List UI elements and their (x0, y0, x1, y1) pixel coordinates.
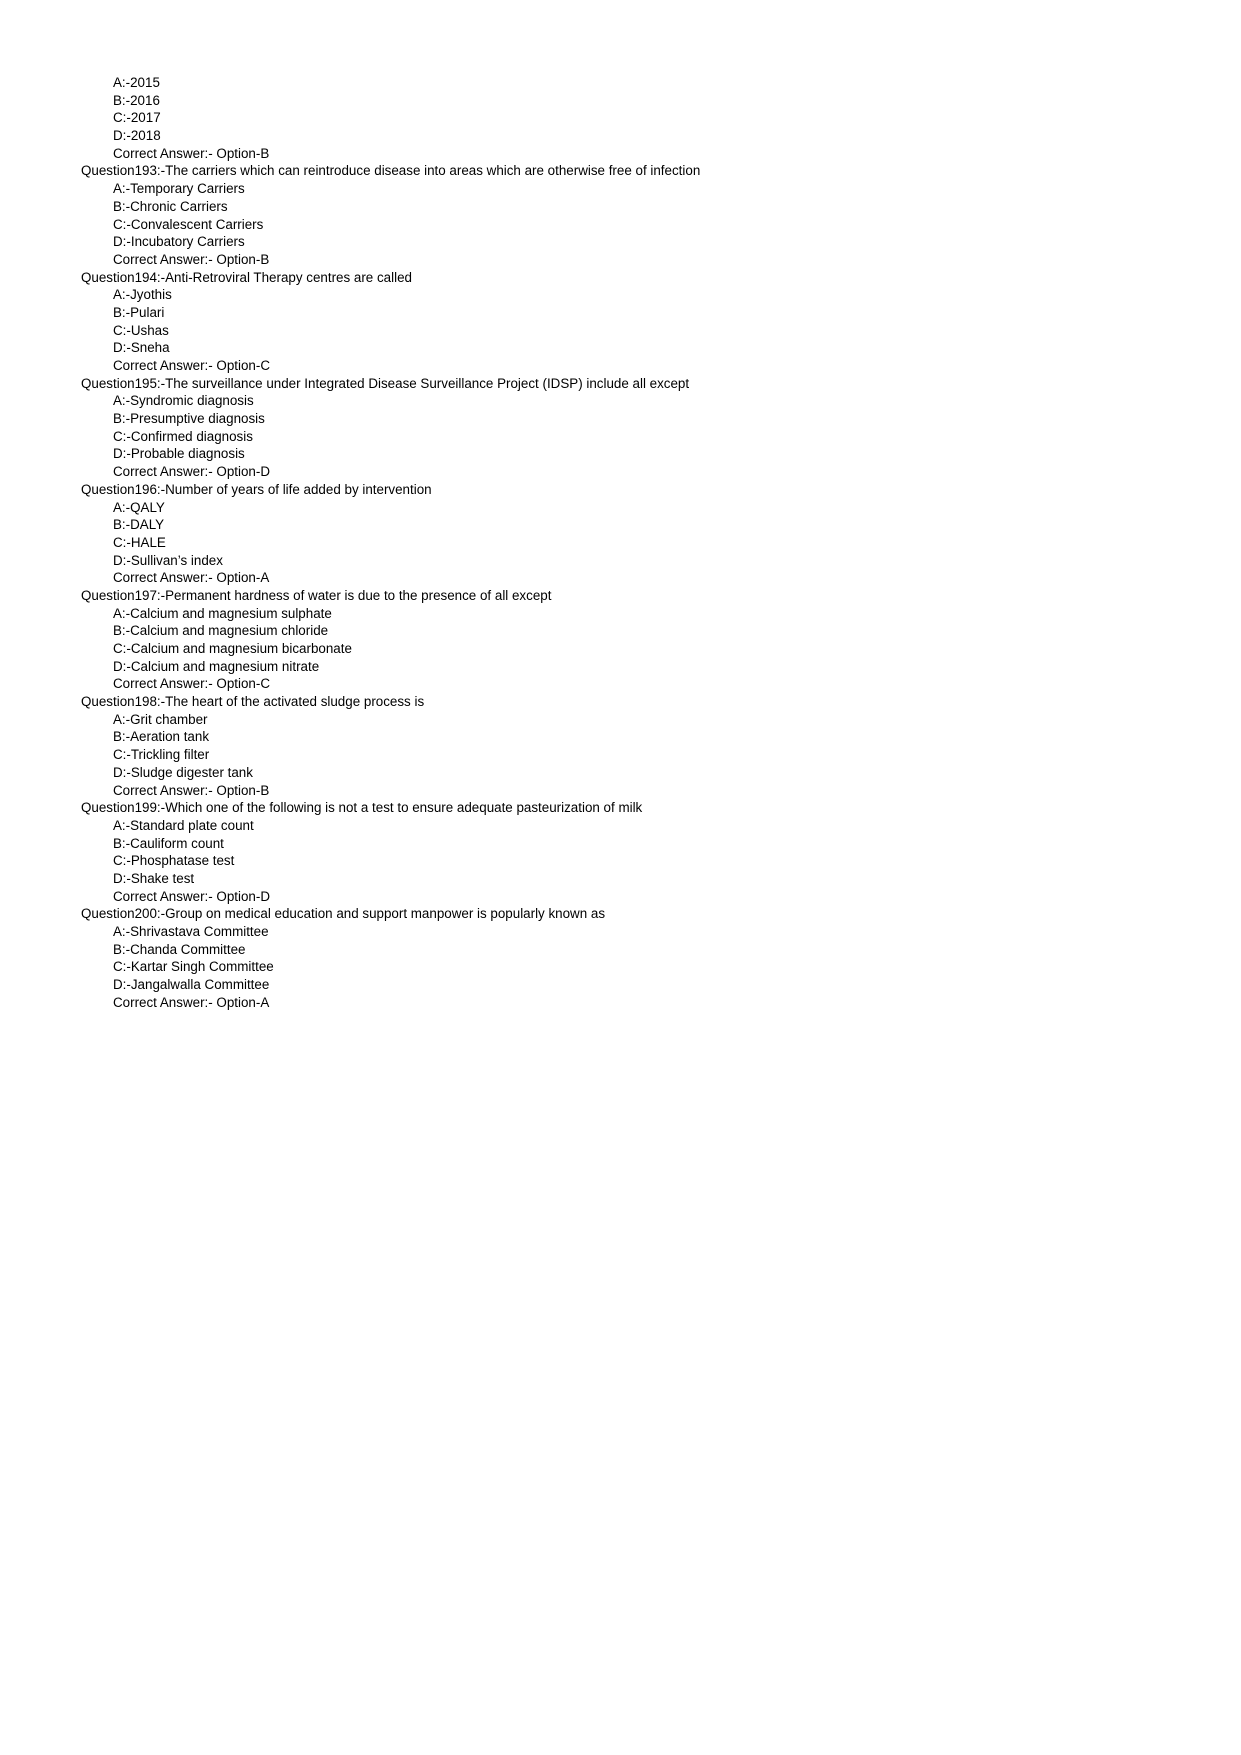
question-block-196 (81, 481, 1181, 587)
option-d: D:-Sullivan’s index (113, 552, 223, 568)
option-b: B:-Cauliform count (113, 835, 224, 851)
option-a: A:-Jyothis (113, 287, 172, 303)
option-d: D:-Probable diagnosis (113, 446, 245, 462)
question-text: Question198:-The heart of the activated sludge process is (81, 694, 425, 710)
option-a: A:-Temporary Carriers (113, 181, 245, 197)
question-text: Question193:-The carriers which can reintroduce disease into areas which are otherwise free of infection (81, 163, 701, 179)
question-text: Question197:-Permanent hardness of water is due to the presence of all except (81, 587, 552, 603)
option-c: C:-Kartar Singh Committee (113, 959, 274, 975)
option-d: D:-Jangalwalla Committee (113, 977, 270, 993)
question-text: Question200:-Group on medical education and support manpower is popularly known as (81, 906, 606, 922)
option-b: B:-Presumptive diagnosis (113, 411, 265, 427)
option-d: D:-2018 (113, 128, 161, 144)
question-block-193 (81, 162, 1181, 268)
question-text: Question196:-Number of years of life added by intervention (81, 481, 432, 497)
option-d: D:-Sludge digester tank (113, 764, 253, 780)
option-c: C:-Confirmed diagnosis (113, 428, 253, 444)
option-b: B:-DALY (113, 517, 165, 533)
option-a: A:-2015 (113, 75, 160, 90)
option-d: D:-Calcium and magnesium nitrate (113, 658, 320, 674)
question-text: Question199:-Which one of the following is not a test to ensure adequate pasteurization of milk (81, 800, 643, 816)
correct-answer: Correct Answer:- Option-D (113, 464, 271, 480)
question-text: Question195:-The surveillance under Integrated Disease Surveillance Project (IDSP) include all except (81, 375, 690, 391)
option-c: C:-Convalescent Carriers (113, 216, 264, 232)
option-d: D:-Incubatory Carriers (113, 234, 245, 250)
question-block-197 (81, 587, 1181, 693)
option-d: D:-Sneha (113, 340, 170, 356)
option-a: A:-Grit chamber (113, 711, 208, 727)
question-list (81, 74, 1181, 1011)
option-d: D:-Shake test (113, 870, 195, 886)
option-a: A:-Standard plate count (113, 817, 254, 833)
correct-answer: Correct Answer:- Option-B (113, 782, 270, 798)
option-b: B:-Chronic Carriers (113, 198, 228, 214)
option-b: B:-Chanda Committee (113, 941, 246, 957)
question-block-199 (81, 799, 1181, 905)
option-c: C:-Calcium and magnesium bicarbonate (113, 641, 352, 656)
option-c: C:-2017 (113, 110, 161, 126)
lead-question-block (81, 74, 1181, 162)
option-a: A:-Shrivastava Committee (113, 924, 269, 939)
question-block-195 (81, 375, 1181, 481)
option-b: B:-Pulari (113, 304, 165, 320)
option-c: C:-HALE (113, 534, 166, 550)
question-block-194 (81, 269, 1181, 375)
option-c: C:-Phosphatase test (113, 853, 235, 869)
question-block-198 (81, 693, 1181, 799)
option-a: A:-Syndromic diagnosis (113, 393, 254, 409)
option-a: A:-Calcium and magnesium sulphate (113, 605, 332, 621)
option-b: B:-Aeration tank (113, 729, 210, 745)
question-block-200 (81, 905, 1181, 1011)
correct-answer: Correct Answer:- Option-A (113, 570, 270, 586)
correct-answer: Correct Answer:- Option-A (113, 994, 270, 1010)
correct-answer: Correct Answer:- Option-C (113, 676, 271, 692)
option-c: C:-Trickling filter (113, 747, 210, 763)
question-text: Question194:-Anti-Retroviral Therapy centres are called (81, 269, 412, 285)
option-a: A:-QALY (113, 499, 165, 515)
option-b: B:-Calcium and magnesium chloride (113, 623, 329, 639)
correct-answer: Correct Answer:- Option-D (113, 888, 271, 904)
correct-answer: Correct Answer:- Option-C (113, 358, 271, 373)
correct-answer: Correct Answer:- Option-B (113, 251, 270, 267)
correct-answer: Correct Answer:- Option-B (113, 145, 270, 161)
option-b: B:-2016 (113, 92, 160, 108)
option-c: C:-Ushas (113, 322, 169, 338)
